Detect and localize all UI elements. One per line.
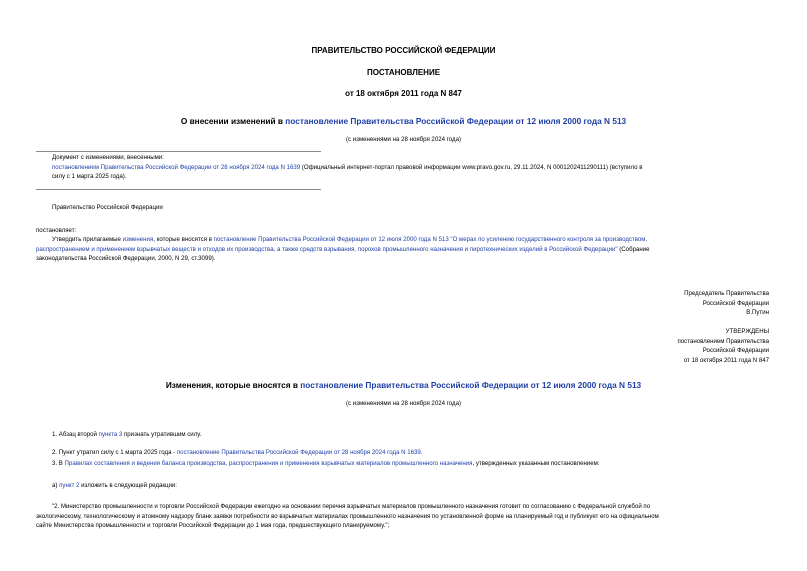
approved-by: постановлением Правительства	[677, 337, 769, 345]
decrees-word: постановляет:	[36, 227, 77, 234]
resolution-link-cont[interactable]: распространением и применением взрывчатых веществ и отходов их производства, а также средств взрывания, порохов промышленного назначения и пиротехнических изделий в Российской Федерации"	[36, 245, 618, 253]
amend-line1: Документ с изменениями, внесенными:	[52, 154, 164, 161]
decree-line3: законодательства Российской Федерации, 2000, N 29, ст.3099).	[36, 255, 216, 262]
item1-text-b: признать утратившим силу.	[122, 431, 202, 438]
amend-line2	[52, 163, 772, 173]
changes-title-prefix: Изменения, которые вносятся в	[165, 380, 301, 390]
approved-date: от 18 октября 2011 года N 847	[683, 356, 769, 364]
document-title	[0, 116, 807, 126]
item3-link[interactable]: Правилах составления и ведения баланса производства, распространения и применения взрывчатых материалов промышленного назначения	[64, 460, 473, 467]
document-date: от 18 октября 2011 года N 847	[345, 89, 462, 98]
approved-block	[677, 327, 769, 365]
amend-box-top-rule	[36, 151, 321, 152]
item1-text-a: 1. Абзац второй	[52, 431, 99, 438]
item-3	[52, 459, 600, 469]
item3-text-b: , утвержденных указанным постановлением:	[472, 460, 600, 467]
item-a	[52, 481, 177, 491]
quote-line1: "2. Министерство промышленности и торговли Российской Федерации ежегодно на основании перечня взрывчатых материалов промышленного назначения готовит по согласованию с Федеральной службой по	[52, 503, 651, 510]
amendments-box	[52, 153, 772, 182]
item2-text-a: 2. Пункт утратил силу с 1 марта 2025 года -	[52, 449, 177, 456]
quote-line3: сайте Министерства промышленности и торговли Российской Федерации до 1 мая года, предшествующего планируемому.";	[36, 522, 390, 529]
item-1	[52, 430, 201, 440]
decree-paragraph	[36, 235, 776, 264]
decree-line2	[36, 245, 776, 255]
p1-text-a: Утвердить прилагаемые	[52, 236, 123, 243]
amend-line3: силу с 1 марта 2025 года).	[52, 173, 127, 180]
changes-link[interactable]: изменения	[122, 236, 154, 243]
changes-title-link[interactable]: постановление Правительства Российской Федерации от 12 июля 2000 года N 513	[300, 380, 642, 390]
signature-block	[684, 289, 769, 318]
quote-line2: экологическому, технологическому и атомному надзору бланк заявки потребности во взрывчатых материалах промышленного назначения по установленной форме на планируемый год и публикует его на официальном	[36, 512, 659, 520]
government-heading: ПРАВИТЕЛЬСТВО РОССИЙСКОЙ ФЕДЕРАЦИИ	[311, 46, 496, 55]
signature-position: Председатель Правительства	[684, 290, 769, 297]
itema-text-a: а)	[52, 482, 60, 489]
edition-note-2: (с изменениями на 28 ноября 2024 года)	[346, 400, 461, 407]
gov-line: Правительство Российской Федерации	[52, 204, 163, 211]
item2-text-b: .	[420, 449, 423, 456]
edition-note: (с изменениями на 28 ноября 2024 года)	[346, 136, 461, 143]
itema-link[interactable]: пункт 2	[59, 482, 80, 489]
quoted-paragraph	[36, 502, 776, 531]
p1-text-c: (Собрание	[617, 245, 650, 253]
amend-box-bottom-rule	[36, 189, 321, 190]
title-prefix: О внесении изменений в	[180, 116, 286, 126]
item2-link[interactable]: постановление Правительства Российской Федерации от 28 ноября 2024 года N 1639	[176, 449, 421, 456]
item3-text-a: 3. В	[52, 460, 65, 467]
approved-word: УТВЕРЖДЕНЫ	[725, 328, 769, 335]
amend-tail1: (Официальный интернет-портал правовой информации www.pravo.gov.ru, 29.11.2024, N 0001202411290111) (вступило в	[300, 163, 643, 171]
changes-title	[0, 380, 807, 390]
resolution-link[interactable]: постановление Правительства Российской Федерации от 12 июля 2000 года N 513 "О мерах по усилению государственного контроля за производством,	[213, 236, 648, 243]
signature-name: В.Путин	[746, 309, 769, 316]
item-2	[52, 448, 423, 458]
p1-text-b: , которые вносятся в	[153, 236, 214, 243]
decree-line1	[36, 235, 776, 245]
approved-org: Российской Федерации	[702, 347, 769, 354]
item1-link[interactable]: пункта 3	[98, 431, 123, 438]
signature-org: Российской Федерации	[702, 299, 769, 307]
document-type: ПОСТАНОВЛЕНИЕ	[366, 68, 441, 77]
title-link[interactable]: постановление Правительства Российской Федерации от 12 июля 2000 года N 513	[285, 116, 627, 126]
itema-text-b: изложить в следующей редакции:	[79, 482, 177, 489]
amend-link[interactable]: постановлением Правительства Российской Федерации от 28 ноября 2024 года N 1639	[52, 163, 301, 171]
